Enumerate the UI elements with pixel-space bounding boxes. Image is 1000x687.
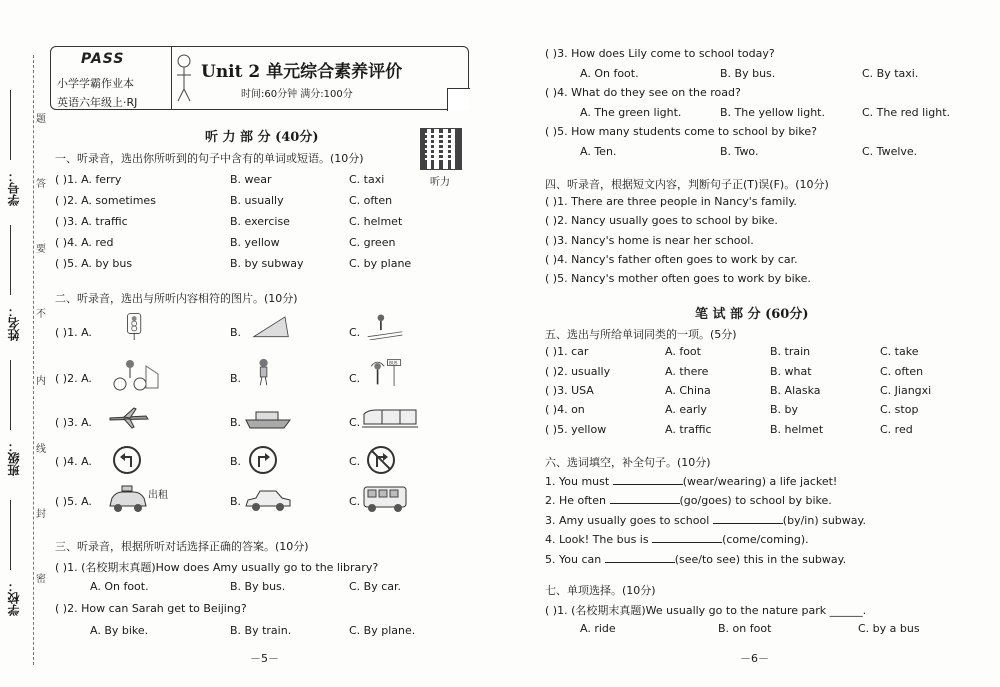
school-label: 学校： xyxy=(7,580,21,616)
s3-q4-b: B. The yellow light. xyxy=(720,106,825,119)
section-5-title: 五、选出与所给单词同类的一项。(5分) xyxy=(545,328,737,341)
mascot-icon xyxy=(173,51,195,105)
binding-char: 答 xyxy=(36,179,46,190)
s6-q1: 1. You must (wear/wearing) a life jacket! xyxy=(545,475,838,488)
answer-blank[interactable] xyxy=(652,532,722,543)
s3-q4: ( )4. What do they see on the road? xyxy=(545,86,741,99)
s5-q5-a: A. traffic xyxy=(665,423,712,436)
s2-q3-c: C. xyxy=(349,416,361,429)
s5-q1-b: B. train xyxy=(770,345,811,358)
s1-q2-c: C. often xyxy=(349,194,393,207)
class-line xyxy=(10,360,11,430)
s2-q1: ( )1. A. xyxy=(55,326,92,339)
s5-q4-c: C. stop xyxy=(880,403,919,416)
binding-char: 封 xyxy=(36,509,46,520)
ship-picture xyxy=(244,406,292,430)
s1-q5-b: B. by subway xyxy=(230,257,304,270)
walking-boy-picture xyxy=(248,358,294,386)
s3-q1-b: B. By bus. xyxy=(230,580,286,593)
taxi-label: 出租 xyxy=(148,490,168,501)
s2-q5: ( )5. A. xyxy=(55,495,92,508)
s5-q4: ( )4. on xyxy=(545,403,585,416)
section-4-title: 四、听录音，根据短文内容，判断句子正(T)误(F)。(10分) xyxy=(545,178,829,191)
section-6-title: 六、选词填空，补全句子。(10分) xyxy=(545,456,711,469)
s5-q3: ( )3. USA xyxy=(545,384,594,397)
svg-text:BUS: BUS xyxy=(389,360,398,366)
s6-q3: 3. Amy usually goes to school (by/in) subway. xyxy=(545,514,866,527)
qr-code-icon xyxy=(420,128,462,170)
s5-q1-c: C. take xyxy=(880,345,919,358)
s2-q2-c: C. xyxy=(349,372,361,385)
s2-q4-b: B. xyxy=(230,455,242,468)
cycling-picture xyxy=(108,358,160,392)
listening-heading: 听 力 部 分 (40分) xyxy=(205,130,319,145)
s1-q1-b: B. wear xyxy=(230,173,272,186)
s2-q4: ( )4. A. xyxy=(55,455,92,468)
s3-q5-b: B. Two. xyxy=(720,145,759,158)
s1-q1: ( )1. A. ferry xyxy=(55,173,122,186)
s7-q1: ( )1. (名校期末真题)We usually go to the nature park ______. xyxy=(545,604,867,617)
student-number-label: 学号： xyxy=(7,170,21,206)
student-number-line xyxy=(10,90,11,160)
s1-q3-b: B. exercise xyxy=(230,215,290,228)
binding-char: 不 xyxy=(36,309,46,320)
unit-header xyxy=(50,46,469,110)
s5-q4-a: A. early xyxy=(665,403,707,416)
binding-char: 要 xyxy=(36,244,46,255)
s3-q3-c: C. By taxi. xyxy=(862,67,919,80)
answer-blank[interactable] xyxy=(610,493,680,504)
s5-q3-c: C. Jiangxi xyxy=(880,384,932,397)
s2-q2: ( )2. A. xyxy=(55,372,92,385)
s5-q2-c: C. often xyxy=(880,365,924,378)
s7-q1-c: C. by a bus xyxy=(858,622,920,635)
s4-q3: ( )3. Nancy's home is near her school. xyxy=(545,234,754,247)
section-7-title: 七、单项选择。(10分) xyxy=(545,584,656,597)
s4-q5: ( )5. Nancy's mother often goes to work by bike. xyxy=(545,272,811,285)
answer-blank[interactable] xyxy=(605,552,675,563)
turn-right-sign-picture xyxy=(248,445,278,475)
s1-q3: ( )3. A. traffic xyxy=(55,215,128,228)
s3-q1: ( )1. (名校期末真题)How does Amy usually go to the library? xyxy=(55,561,379,574)
plane-picture xyxy=(108,406,150,430)
s2-q2-b: B. xyxy=(230,372,242,385)
s7-q1-a: A. ride xyxy=(580,622,616,635)
exam-meta: 时间:60分钟 满分:100分 xyxy=(241,89,353,100)
s3-q1-a: A. On foot. xyxy=(90,580,149,593)
s6-q4: 4. Look! The bus is (come/coming). xyxy=(545,533,809,546)
train-picture xyxy=(362,406,418,430)
s5-q1: ( )1. car xyxy=(545,345,589,358)
s1-q1-c: C. taxi xyxy=(349,173,385,186)
s1-q4: ( )4. A. red xyxy=(55,236,114,249)
s2-q4-c: C. xyxy=(349,455,361,468)
s1-q5: ( )5. A. by bus xyxy=(55,257,133,270)
s4-q2: ( )2. Nancy usually goes to school by bike. xyxy=(545,214,778,227)
binding-char: 题 xyxy=(36,114,46,125)
s2-q3-b: B. xyxy=(230,416,242,429)
s4-q4: ( )4. Nancy's father often goes to work by car. xyxy=(545,253,798,266)
s3-q3-b: B. By bus. xyxy=(720,67,776,80)
header-divider xyxy=(171,47,172,109)
s2-q5-c: C. xyxy=(349,495,361,508)
bus-stop-picture xyxy=(362,358,408,386)
s5-q2-b: B. what xyxy=(770,365,812,378)
s3-q3: ( )3. How does Lily come to school today? xyxy=(545,47,775,60)
section-1-title: 一、听录音，选出你所听到的句子中含有的单词或短语。(10分) xyxy=(55,152,364,165)
s1-q2-b: B. usually xyxy=(230,194,284,207)
s5-q1-a: A. foot xyxy=(665,345,701,358)
s5-q3-b: B. Alaska xyxy=(770,384,821,397)
answer-blank[interactable] xyxy=(613,474,683,485)
s5-q5-c: C. red xyxy=(880,423,913,436)
car-picture xyxy=(244,484,292,514)
s3-q2-b: B. By train. xyxy=(230,624,292,637)
s3-q2-a: A. By bike. xyxy=(90,624,149,637)
s3-q3-a: A. On foot. xyxy=(580,67,639,80)
s3-q4-c: C. The red light. xyxy=(862,106,951,119)
pass-logo: PASS xyxy=(81,51,125,67)
class-label: 班级： xyxy=(7,440,21,476)
slide-picture xyxy=(248,312,294,340)
section-2-title: 二、听录音，选出与所听内容相符的图片。(10分) xyxy=(55,292,298,305)
qr-label: 听力 xyxy=(430,177,450,188)
binding-char: 密 xyxy=(36,574,46,585)
s1-q4-c: C. green xyxy=(349,236,396,249)
binding-char: 内 xyxy=(36,376,46,387)
s3-q4-a: A. The green light. xyxy=(580,106,682,119)
s3-q5-a: A. Ten. xyxy=(580,145,617,158)
name-line xyxy=(10,225,11,295)
s2-q5-b: B. xyxy=(230,495,242,508)
s3-q2-c: C. By plane. xyxy=(349,624,416,637)
s3-q2: ( )2. How can Sarah get to Beijing? xyxy=(55,602,247,615)
bus-picture xyxy=(362,484,408,514)
grade-label: 英语六年级上·RJ xyxy=(57,96,138,109)
writing-heading: 笔 试 部 分 (60分) xyxy=(695,307,809,322)
s5-q5-b: B. helmet xyxy=(770,423,824,436)
no-turn-sign-picture xyxy=(366,445,396,475)
s4-q1: ( )1. There are three people in Nancy's family. xyxy=(545,195,797,208)
s5-q4-b: B. by xyxy=(770,403,799,416)
s7-q1-b: B. on foot xyxy=(718,622,772,635)
traffic-light-picture xyxy=(112,312,158,340)
s5-q2: ( )2. usually xyxy=(545,365,611,378)
s3-q5-c: C. Twelve. xyxy=(862,145,918,158)
turn-left-sign-picture xyxy=(112,445,142,475)
s3-q1-c: C. By car. xyxy=(349,580,402,593)
page-number-right: －6－ xyxy=(740,652,769,665)
s6-q2: 2. He often (go/goes) to school by bike. xyxy=(545,494,832,507)
s1-q2: ( )2. A. sometimes xyxy=(55,194,156,207)
s5-q3-a: A. China xyxy=(665,384,711,397)
s5-q2-a: A. there xyxy=(665,365,709,378)
section-3-title: 三、听录音，根据所听对话选择正确的答案。(10分) xyxy=(55,540,309,553)
s2-q3: ( )3. A. xyxy=(55,416,92,429)
answer-blank[interactable] xyxy=(713,513,783,524)
s6-q5: 5. You can (see/to see) this in the subway. xyxy=(545,553,847,566)
s3-q5: ( )5. How many students come to school by bike? xyxy=(545,125,817,138)
crossing-picture xyxy=(362,312,408,340)
s5-q5: ( )5. yellow xyxy=(545,423,607,436)
school-line xyxy=(10,500,11,570)
s2-q1-c: C. xyxy=(349,326,361,339)
taxi-picture xyxy=(108,484,148,514)
book-name: 小学学霸作业本 xyxy=(57,77,134,90)
s1-q4-b: B. yellow xyxy=(230,236,280,249)
s1-q3-c: C. helmet xyxy=(349,215,403,228)
page-number-left: －5－ xyxy=(250,652,279,665)
page-fold-corner xyxy=(447,88,470,111)
s2-q1-b: B. xyxy=(230,326,242,339)
binding-line xyxy=(33,55,34,665)
binding-char: 线 xyxy=(36,444,46,455)
unit-title: Unit 2 单元综合素养评价 xyxy=(201,62,403,82)
name-label: 姓名： xyxy=(7,305,21,341)
s1-q5-c: C. by plane xyxy=(349,257,412,270)
